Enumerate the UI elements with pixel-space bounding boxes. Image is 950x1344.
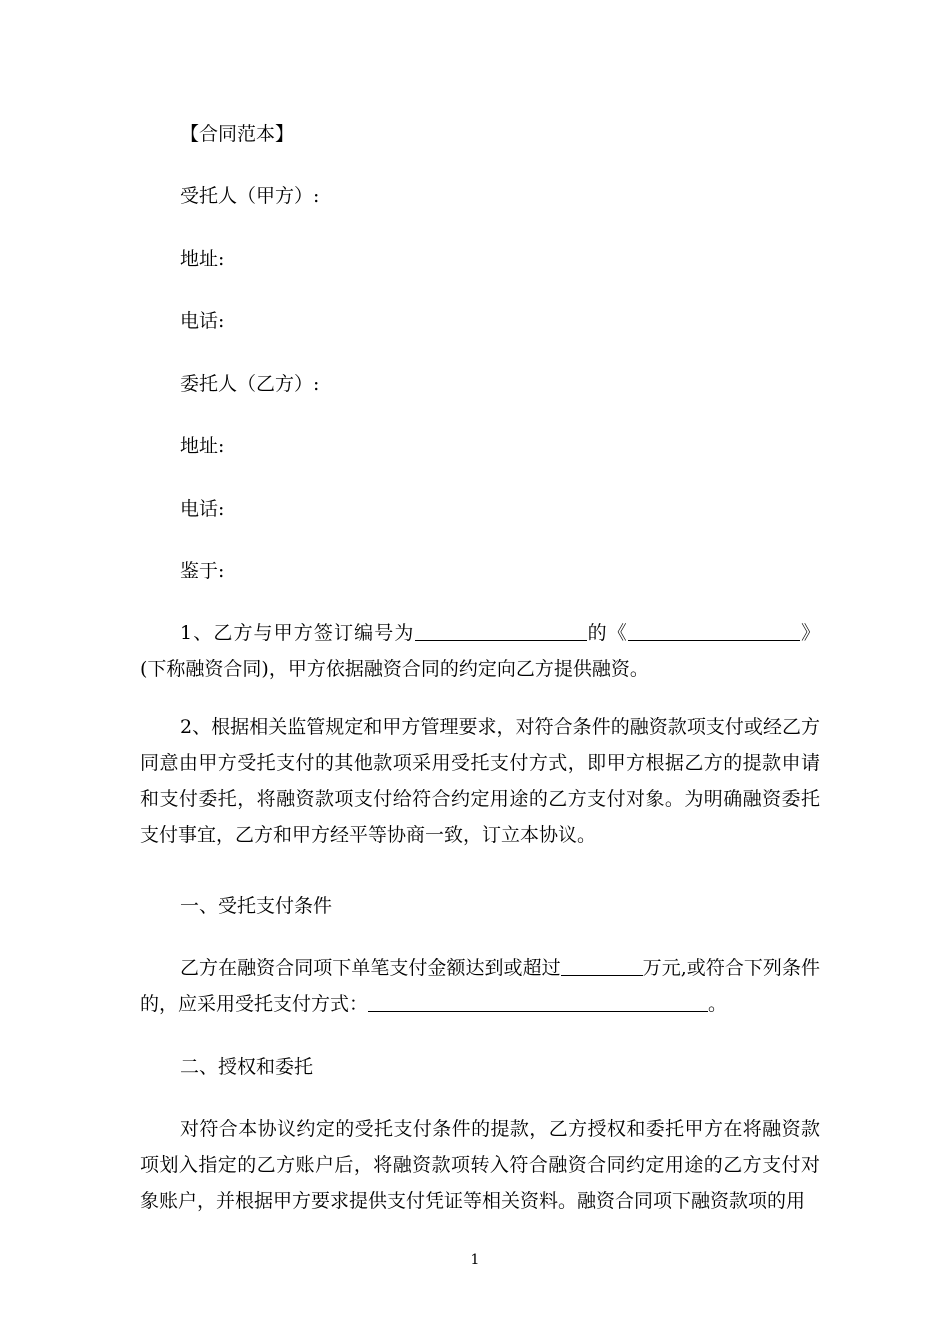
recital-1-part-a: 1、乙方与甲方签订编号为 [180,622,415,644]
party-a-address: 地址: [180,248,225,270]
section-1-body-part-b: 万元,或符合下列条件的，应采用受托支付方式： [140,957,820,1015]
recital-2: 2、根据相关监管规定和甲方管理要求，对符合条件的融资款项支付或经乙方同意由甲方受托支付的其他款项采用受托支付方式，即甲方根据乙方的提款申请和支付委托，将融资款项支付给符合约定用途的乙方支付对象。为明确融资委托支付事宜，乙方和甲方经平等协商一致，订立本协议。 [140,716,820,846]
party-a-phone: 电话: [180,310,225,332]
contract-name-blank [628,618,800,641]
section-2-title: 二、授权和委托 [180,1056,314,1078]
recital-1 [140,615,820,687]
section-1-body-part-c: 。 [708,993,728,1015]
contract-number-blank [415,618,587,641]
document-title: 【合同范本】 [180,123,295,145]
recital-1-part-b: 的《 [586,622,628,644]
section-1-title: 一、受托支付条件 [180,895,333,917]
recital-1-part-c: 》(下称融资合同)，甲方依据融资合同的约定向乙方提供融资。 [140,622,820,680]
page-number: 1 [470,1252,480,1268]
section-1-body [140,950,820,1022]
amount-blank [561,953,643,976]
party-b-label: 委托人（乙方）: [180,373,320,395]
party-a-label: 受托人（甲方）: [180,185,320,207]
party-b-address: 地址: [180,435,225,457]
section-2-body: 对符合本协议约定的受托支付条件的提款，乙方授权和委托甲方在将融资款项划入指定的乙方账户后，将融资款项转入符合融资合同约定用途的乙方支付对象账户，并根据甲方要求提供支付凭证等相关资料。融资合同项下融资款项的用 [140,1118,820,1212]
party-b-phone: 电话: [180,498,225,520]
section-1-body-part-a: 乙方在融资合同项下单笔支付金额达到或超过 [180,957,561,979]
whereas-heading: 鉴于: [180,560,225,582]
conditions-blank [368,989,708,1012]
